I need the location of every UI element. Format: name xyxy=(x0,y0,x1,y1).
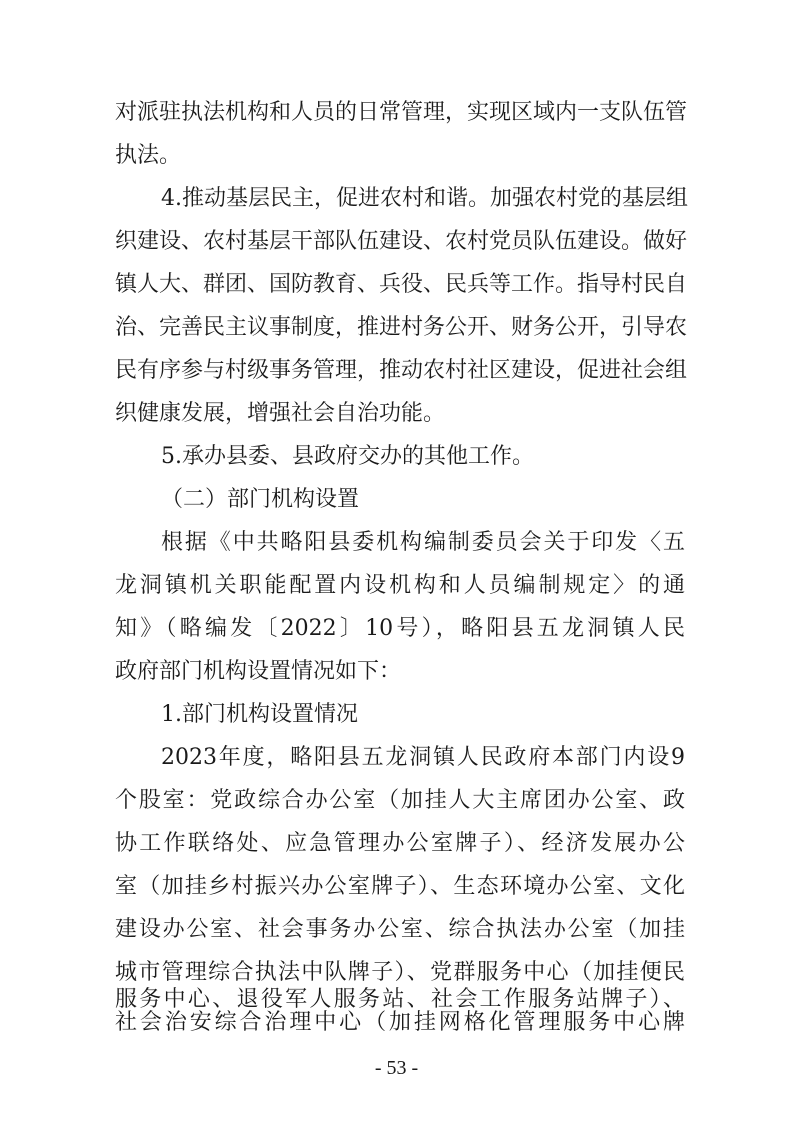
paragraph-line: 服务中心、退役军人服务站、社会工作服务站牌子）、 xyxy=(115,987,685,1012)
subsection-heading: 1.部门机构设置情况 xyxy=(161,702,358,727)
paragraph-line: 5.承办县委、县政府交办的其他工作。 xyxy=(161,444,534,469)
paragraph-line: 执法。 xyxy=(115,143,182,168)
paragraph-line: 室（加挂乡村振兴办公室牌子）、生态环境办公室、文化 xyxy=(115,874,685,899)
section-heading: （二）部门机构设置 xyxy=(161,487,360,512)
paragraph-line: 政府部门机构设置情况如下： xyxy=(115,659,402,684)
page-number: - 53 - xyxy=(374,1057,419,1079)
paragraph-line: 2023年度，略阳县五龙洞镇人民政府本部门内设9 xyxy=(161,745,685,770)
paragraph-line: 民有序参与村级事务管理，推动农村社区建设，促进社会组 xyxy=(115,358,688,383)
paragraph-line: 城市管理综合执法中队牌子）、党群服务中心（加挂便民 xyxy=(115,960,685,985)
paragraph-line: 个股室：党政综合办公室（加挂人大主席团办公室、政 xyxy=(115,788,685,813)
paragraph-line: 根据《中共略阳县委机构编制委员会关于印发〈五 xyxy=(161,530,685,555)
paragraph-line: 知》（略编发〔2022〕10号），略阳县五龙洞镇人民 xyxy=(115,616,685,641)
paragraph-line: 协工作联络处、应急管理办公室牌子）、经济发展办公 xyxy=(115,831,685,856)
paragraph-line: 社会治安综合治理中心（加挂网格化管理服务中心牌 xyxy=(115,1010,685,1035)
paragraph-line: 织健康发展，增强社会自治功能。 xyxy=(115,401,446,426)
paragraph-line: 镇人大、群团、国防教育、兵役、民兵等工作。指导村民自 xyxy=(115,272,688,297)
paragraph-line: 建设办公室、社会事务办公室、综合执法办公室（加挂 xyxy=(115,917,685,942)
paragraph-line: 4.推动基层民主，促进农村和谐。加强农村党的基层组 xyxy=(161,186,688,211)
paragraph-line: 织建设、农村基层干部队伍建设、农村党员队伍建设。做好 xyxy=(115,229,688,254)
paragraph-line: 龙洞镇机关职能配置内设机构和人员编制规定〉的通 xyxy=(115,573,685,598)
paragraph-line: 对派驻执法机构和人员的日常管理，实现区域内一支队伍管 xyxy=(115,100,688,125)
paragraph-line: 治、完善民主议事制度，推进村务公开、财务公开，引导农 xyxy=(115,315,688,340)
